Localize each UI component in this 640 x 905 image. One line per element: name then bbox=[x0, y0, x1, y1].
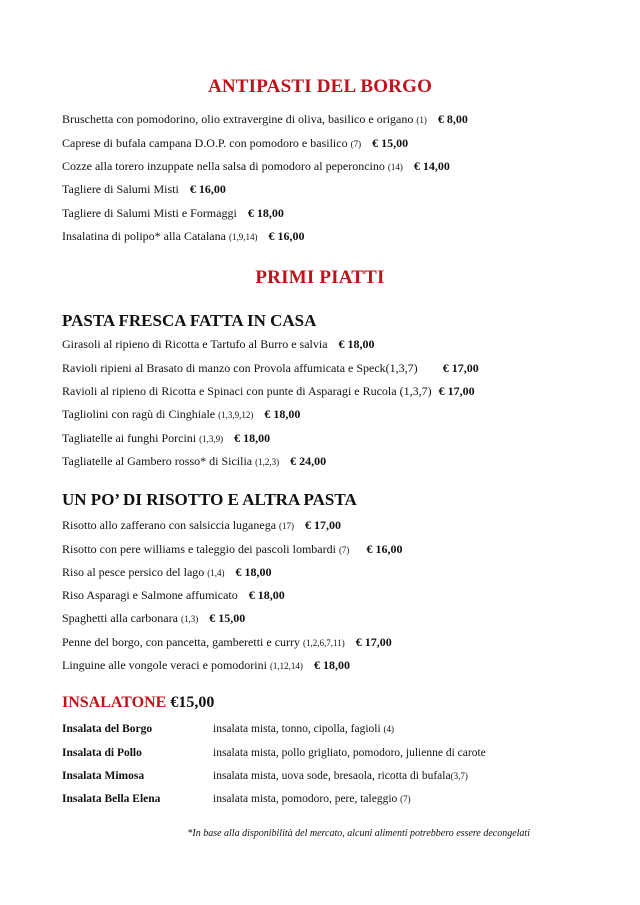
item-name: Penne del borgo, con pancetta, gamberetti e curry bbox=[62, 635, 301, 649]
menu-item bbox=[62, 588, 285, 602]
salad-desc-text: insalata mista, pollo grigliato, pomodoro, julienne di carote bbox=[213, 747, 486, 759]
salad-description bbox=[213, 769, 468, 783]
salad-description bbox=[213, 746, 486, 760]
item-name: Insalatina di polipo* alla Catalana bbox=[62, 229, 226, 243]
menu-item bbox=[62, 384, 475, 398]
menu-item bbox=[62, 611, 245, 626]
item-name: Riso Asparagi e Salmone affumicato bbox=[62, 588, 238, 602]
menu-item bbox=[62, 229, 304, 244]
item-price: € 18,00 bbox=[264, 407, 301, 421]
salad-allergens: (3,7) bbox=[450, 771, 468, 781]
item-price: € 16,00 bbox=[268, 229, 305, 243]
salad-description bbox=[213, 722, 394, 736]
menu-item bbox=[62, 182, 226, 196]
menu-item bbox=[62, 454, 326, 469]
item-price: € 24,00 bbox=[290, 454, 327, 468]
menu-item bbox=[62, 518, 341, 533]
item-price: € 17,00 bbox=[438, 384, 475, 398]
item-name: Tagliolini con ragù di Cinghiale bbox=[62, 407, 216, 421]
item-price: € 17,00 bbox=[442, 361, 479, 375]
menu-item bbox=[62, 635, 392, 650]
salad-description bbox=[213, 792, 411, 806]
item-allergens: (1) bbox=[416, 115, 427, 125]
salad-name: Insalata Bella Elena bbox=[62, 793, 161, 805]
item-price: € 18,00 bbox=[247, 206, 284, 220]
item-name: Tagliatelle al Gambero rosso* di Sicilia bbox=[62, 454, 253, 468]
item-allergens: (17) bbox=[279, 521, 295, 531]
item-allergens: (1,2,3) bbox=[255, 457, 280, 467]
item-name: Tagliatelle ai funghi Porcini bbox=[62, 431, 197, 445]
menu-item bbox=[62, 658, 350, 673]
section-title-primi: PRIMI PIATTI bbox=[255, 267, 385, 288]
insalatone-title: INSALATONE bbox=[62, 694, 167, 711]
item-price: € 16,00 bbox=[189, 182, 226, 196]
menu-item bbox=[62, 431, 270, 446]
salad-name: Insalata di Pollo bbox=[62, 747, 142, 759]
item-price: € 18,00 bbox=[235, 565, 272, 579]
item-name: Risotto allo zafferano con salsiccia luganega bbox=[62, 518, 277, 532]
item-name: Tagliere di Salumi Misti bbox=[62, 182, 179, 196]
subsection-title-pasta-fresca: PASTA FRESCA FATTA IN CASA bbox=[62, 311, 317, 330]
item-price: € 18,00 bbox=[338, 337, 375, 351]
item-price: € 8,00 bbox=[437, 112, 468, 126]
item-price: € 16,00 bbox=[366, 542, 403, 556]
item-allergens: (1,3,9,12) bbox=[218, 410, 254, 420]
footnote: *In base alla disponibilità del mercato, alcuni alimenti potrebbero essere decongelati bbox=[187, 828, 530, 839]
item-allergens: (1,3) bbox=[180, 614, 199, 624]
menu-item bbox=[62, 361, 479, 375]
menu-item bbox=[62, 565, 272, 580]
item-price: € 18,00 bbox=[248, 588, 285, 602]
item-price: € 15,00 bbox=[209, 611, 246, 625]
item-name: Cozze alla torero inzuppate nella salsa di pomodoro al peperoncino bbox=[62, 159, 385, 173]
menu-item bbox=[62, 206, 284, 220]
item-name: Bruschetta con pomodorino, olio extravergine di oliva, basilico e origano bbox=[62, 112, 414, 126]
item-price: € 15,00 bbox=[372, 136, 409, 150]
menu-item bbox=[62, 407, 300, 422]
menu-item bbox=[62, 542, 402, 557]
subsection-title-risotto: UN PO’ DI RISOTTO E ALTRA PASTA bbox=[62, 490, 357, 509]
menu-item bbox=[62, 337, 375, 351]
item-name: Ravioli ripieni al Brasato di manzo con Provola affumicata e Speck(1,3,7) bbox=[62, 361, 418, 375]
item-allergens: (1,9,14) bbox=[228, 232, 258, 242]
salad-allergens: (7) bbox=[400, 794, 411, 804]
salad-name: Insalata del Borgo bbox=[62, 723, 153, 735]
insalatone-price: €15,00 bbox=[170, 694, 215, 711]
item-name: Tagliere di Salumi Misti e Formaggi bbox=[62, 206, 237, 220]
salad-desc-text: insalata mista, uova sode, bresaola, ricotta di bufala bbox=[213, 770, 451, 782]
menu-item bbox=[62, 112, 468, 127]
item-allergens: (1,4) bbox=[207, 568, 225, 578]
item-allergens: (1,12,14) bbox=[269, 661, 303, 671]
salad-allergens: (4) bbox=[383, 724, 395, 734]
item-name: Riso al pesce persico del lago bbox=[62, 565, 205, 579]
item-name: Ravioli al ripieno di Ricotta e Spinaci con punte di Asparagi e Rucola (1,3,7) bbox=[62, 384, 432, 398]
menu-item bbox=[62, 136, 408, 151]
item-allergens: (1,2,6,7,11) bbox=[303, 638, 345, 648]
item-name: Risotto con pere williams e taleggio dei pascoli lombardi bbox=[62, 542, 336, 556]
item-allergens: (1,3,9) bbox=[199, 434, 224, 444]
item-allergens: (7) bbox=[350, 139, 362, 149]
menu-item bbox=[62, 159, 450, 174]
section-title-antipasti: ANTIPASTI DEL BORGO bbox=[207, 76, 433, 97]
salad-desc-text: insalata mista, pomodoro, pere, taleggio bbox=[213, 793, 398, 805]
item-price: € 14,00 bbox=[413, 159, 450, 173]
salad-desc-text: insalata mista, tonno, cipolla, fagioli bbox=[213, 723, 381, 735]
item-name: Spaghetti alla carbonara bbox=[62, 611, 178, 625]
item-price: € 17,00 bbox=[355, 635, 392, 649]
item-price: € 17,00 bbox=[305, 518, 342, 532]
item-price: € 18,00 bbox=[234, 431, 271, 445]
item-allergens: (14) bbox=[387, 162, 403, 172]
item-price: € 18,00 bbox=[313, 658, 350, 672]
section-title-insalatone bbox=[62, 694, 214, 712]
item-allergens: (7) bbox=[338, 545, 350, 555]
item-name: Linguine alle vongole veraci e pomodorini bbox=[62, 658, 267, 672]
item-name: Caprese di bufala campana D.O.P. con pomodoro e basilico bbox=[62, 136, 348, 150]
item-name: Girasoli al ripieno di Ricotta e Tartufo al Burro e salvia bbox=[62, 337, 328, 351]
salad-name: Insalata Mimosa bbox=[62, 770, 145, 782]
